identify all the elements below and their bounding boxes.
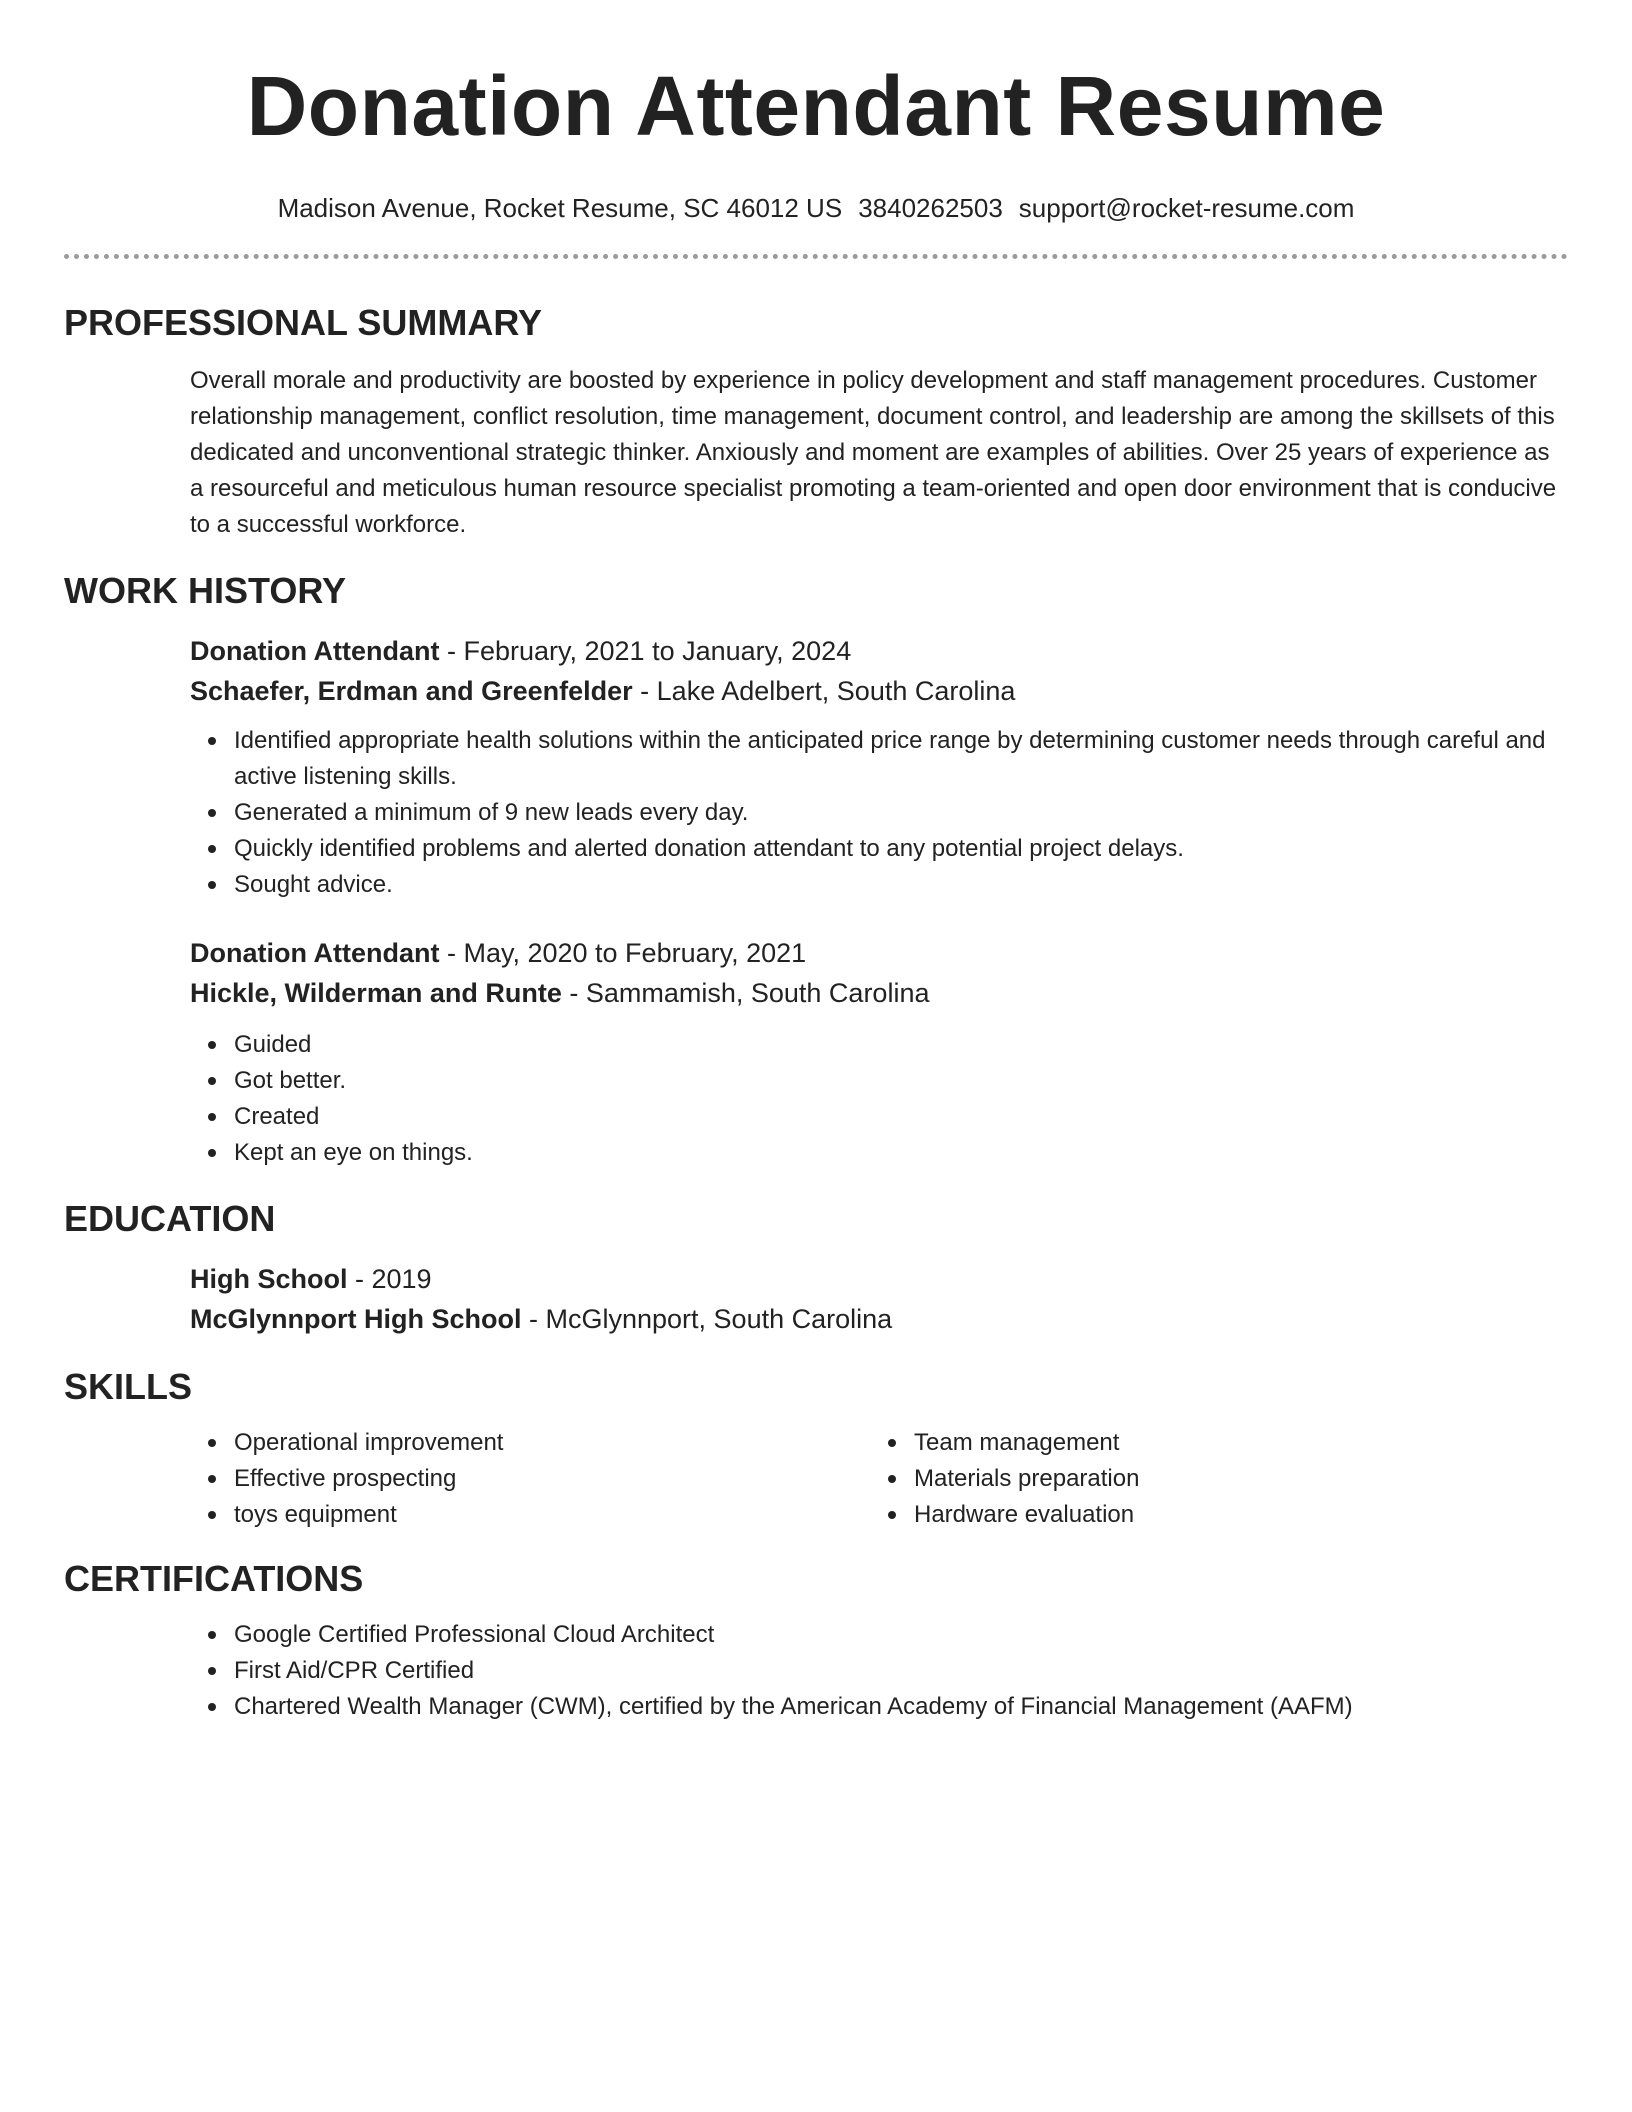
- education-school: McGlynnport High School: [190, 1304, 522, 1334]
- certifications-heading: CERTIFICATIONS: [64, 1558, 364, 1599]
- skills-column-right: [870, 1425, 1550, 1533]
- contact-email: support@rocket-resume.com: [1018, 193, 1355, 223]
- education-school-line: [190, 1299, 1568, 1339]
- list-item: Kept an eye on things.: [234, 1135, 1568, 1171]
- certification-item: Google Certified Professional Cloud Architect: [234, 1617, 1568, 1653]
- job-bullets: [190, 1027, 1568, 1171]
- list-item: Quickly identified problems and alerted donation attendant to any potential project delays.: [234, 831, 1568, 867]
- education-entry: [190, 1259, 1568, 1339]
- skill-item: Materials preparation: [914, 1461, 1550, 1497]
- job-entry: [190, 933, 1568, 1171]
- certification-item: Chartered Wealth Manager (CWM), certified by the American Academy of Financial Management (AAFM): [234, 1689, 1568, 1725]
- job-company: Hickle, Wilderman and Runte: [190, 978, 562, 1008]
- list-item: Guided: [234, 1027, 1568, 1063]
- skill-item: Effective prospecting: [234, 1461, 870, 1497]
- certifications-list: [190, 1617, 1568, 1725]
- education-heading: EDUCATION: [64, 1198, 276, 1239]
- job-company-line: [190, 973, 1568, 1013]
- skills-list: [870, 1425, 1550, 1533]
- education-degree-line: [190, 1259, 1568, 1299]
- certifications-block: [190, 1617, 1568, 1725]
- skill-item: Operational improvement: [234, 1425, 870, 1461]
- list-item: Identified appropriate health solutions within the anticipated price range by determining customer needs through careful and active listening skills.: [234, 723, 1568, 795]
- resume-title: Donation Attendant Resume: [246, 59, 1386, 153]
- summary-block: [190, 363, 1568, 543]
- job-bullets: [190, 723, 1568, 903]
- skills-column-left: [190, 1425, 870, 1533]
- summary-heading: PROFESSIONAL SUMMARY: [64, 302, 543, 343]
- contact-line: [64, 192, 1568, 224]
- skills-heading: SKILLS: [64, 1366, 193, 1407]
- skill-item: Team management: [914, 1425, 1550, 1461]
- skills-list: [190, 1425, 870, 1533]
- job-title: Donation Attendant: [190, 938, 440, 968]
- contact-phone: 3840262503: [858, 193, 1003, 223]
- certification-item: First Aid/CPR Certified: [234, 1653, 1568, 1689]
- skill-item: toys equipment: [234, 1497, 870, 1533]
- job-title-line: [190, 631, 1568, 671]
- job-company-line: [190, 671, 1568, 711]
- job-title: Donation Attendant: [190, 636, 440, 666]
- work-history-heading: WORK HISTORY: [64, 570, 347, 611]
- header-divider: [64, 254, 1568, 259]
- summary-text: Overall morale and productivity are boosted by experience in policy development and staff management procedures. Customer relationship management, conflict resolution, time management, document control, and leadership are among the skillsets of this dedicated and unconventional strategic thinker. Anxiously and moment are examples of abilities. Over 25 years of experience as a resourceful and meticulous human resource specialist promoting a team-oriented and open door environment that is conducive to a successful workforce.: [190, 367, 1557, 538]
- list-item: Generated a minimum of 9 new leads every day.: [234, 795, 1568, 831]
- education-location: - McGlynnport, South Carolina: [521, 1304, 893, 1334]
- list-item: Got better.: [234, 1063, 1568, 1099]
- job-location: - Sammamish, South Carolina: [561, 978, 930, 1008]
- job-entry: [190, 631, 1568, 903]
- skills-grid: [190, 1425, 1568, 1533]
- job-title-line: [190, 933, 1568, 973]
- education-year: - 2019: [347, 1264, 432, 1294]
- job-company: Schaefer, Erdman and Greenfelder: [190, 676, 633, 706]
- contact-address: Madison Avenue, Rocket Resume, SC 46012 US: [277, 193, 843, 223]
- job-location: - Lake Adelbert, South Carolina: [632, 676, 1016, 706]
- job-dates: - February, 2021 to January, 2024: [439, 636, 852, 666]
- job-dates: - May, 2020 to February, 2021: [439, 938, 807, 968]
- list-item: Sought advice.: [234, 867, 1568, 903]
- skill-item: Hardware evaluation: [914, 1497, 1550, 1533]
- resume-page: [64, 0, 1568, 1725]
- list-item: Created: [234, 1099, 1568, 1135]
- education-degree: High School: [190, 1264, 348, 1294]
